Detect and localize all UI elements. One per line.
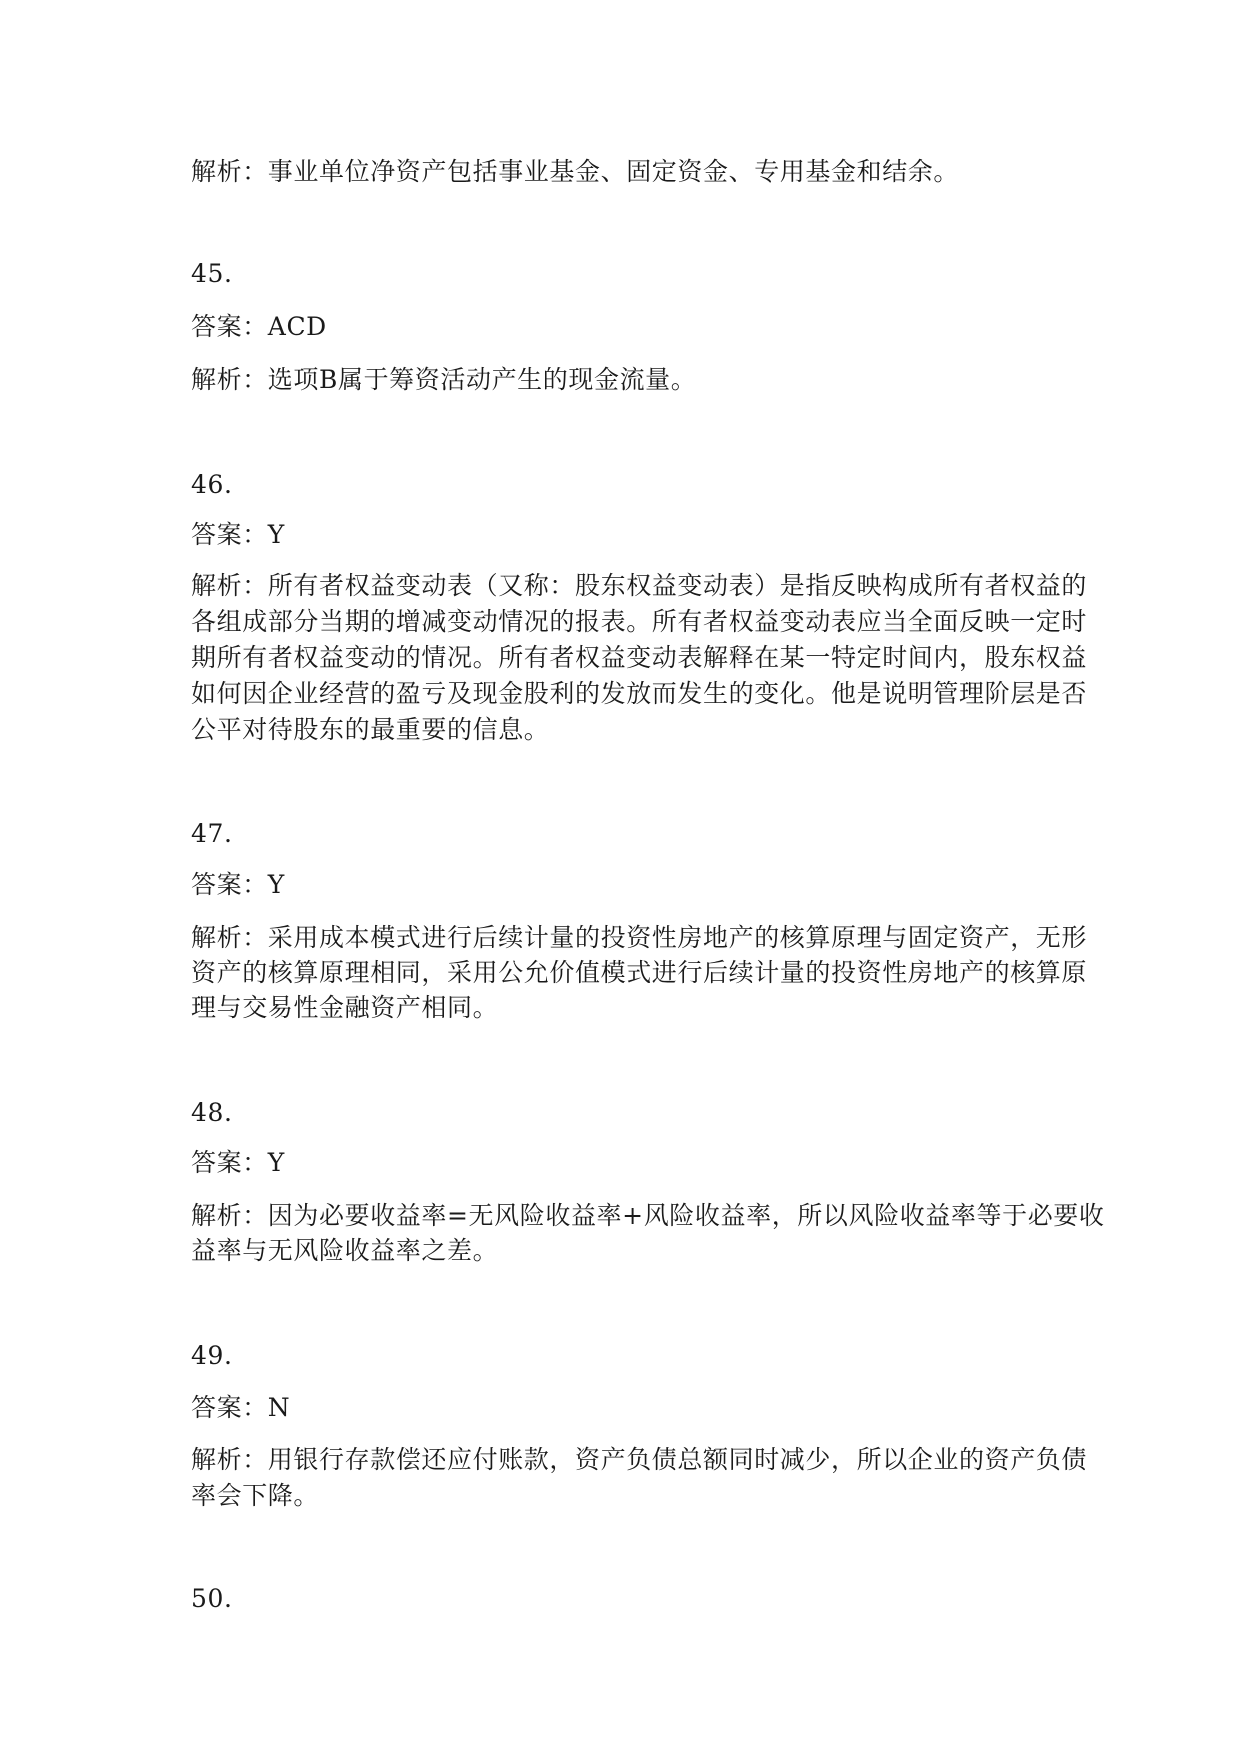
answer-48: 答案：Y: [191, 1148, 285, 1177]
explanation-46-line: 公平对待股东的最重要的信息。: [191, 715, 550, 744]
explanation-47-line: 解析：采用成本模式进行后续计量的投资性房地产的核算原理与固定资产，无形: [191, 923, 1088, 952]
question-number-46: 46.: [191, 470, 233, 499]
explanation-46-line: 如何因企业经营的盈亏及现金股利的发放而发生的变化。他是说明管理阶层是否: [191, 679, 1088, 708]
answer-46: 答案：Y: [191, 520, 285, 549]
question-number-45: 45.: [191, 259, 233, 288]
explanation-49-line: 解析：用银行存款偿还应付账款，资产负债总额同时减少，所以企业的资产负债: [191, 1445, 1088, 1474]
answer-47: 答案：Y: [191, 870, 285, 899]
explanation-46-line: 各组成部分当期的增减变动情况的报表。所有者权益变动表应当全面反映一定时: [191, 607, 1088, 636]
explanation-47-line: 资产的核算原理相同，采用公允价值模式进行后续计量的投资性房地产的核算原: [191, 958, 1088, 987]
explanation-48-line: 解析：因为必要收益率=无风险收益率+风险收益率，所以风险收益率等于必要收: [191, 1201, 1105, 1230]
explanation-47-line: 理与交易性金融资产相同。: [191, 993, 499, 1022]
answer-49: 答案：N: [191, 1393, 291, 1422]
question-number-49: 49.: [191, 1341, 233, 1370]
question-number-50: 50.: [191, 1584, 233, 1613]
explanation-46-line: 期所有者权益变动的情况。所有者权益变动表解释在某一特定时间内，股东权益: [191, 643, 1088, 672]
question-number-47: 47.: [191, 819, 233, 848]
explanation-48-line: 益率与无风险收益率之差。: [191, 1236, 499, 1265]
question-number-48: 48.: [191, 1098, 233, 1127]
explanation-44: 解析：事业单位净资产包括事业基金、固定资金、专用基金和结余。: [191, 157, 960, 186]
answer-45: 答案：ACD: [191, 312, 327, 341]
explanation-45: 解析：选项B属于筹资活动产生的现金流量。: [191, 365, 697, 394]
explanation-49-line: 率会下降。: [191, 1481, 320, 1510]
explanation-46-line: 解析：所有者权益变动表（又称：股东权益变动表）是指反映构成所有者权益的: [191, 571, 1088, 600]
